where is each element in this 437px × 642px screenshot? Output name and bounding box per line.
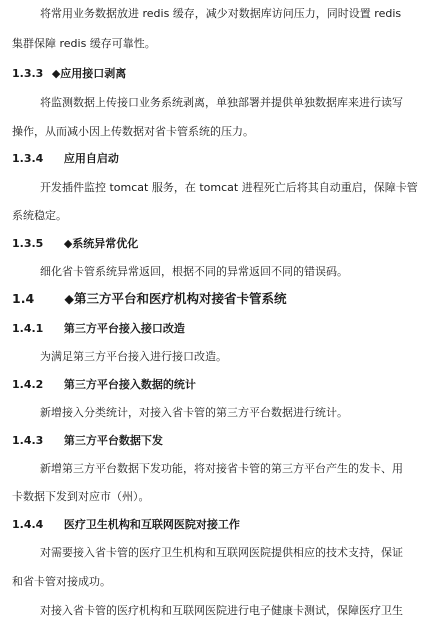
paragraph-line: 卡数据下发到对应市（州）。 — [12, 490, 150, 503]
section-title: ◆第三方平台和医疗机构对接省卡管系统 — [64, 291, 287, 306]
section-title: 第三方平台接入接口改造 — [63, 322, 185, 335]
section-number: 1.4.2 — [12, 378, 44, 391]
section-title: 应用自启动 — [63, 152, 119, 165]
section-heading-1-4-2 — [12, 378, 196, 392]
paragraph-line: 和省卡管对接成功。 — [12, 575, 111, 588]
paragraph-line: 新增第三方平台数据下发功能，将对接省卡管的第三方平台产生的发卡、用 — [40, 462, 403, 475]
section-title: 第三方平台接入数据的统计 — [63, 378, 196, 391]
section-number: 1.3.5 — [12, 237, 44, 250]
section-heading-1-4-1 — [12, 322, 185, 336]
section-heading-1-4-3 — [12, 434, 163, 448]
section-title: 第三方平台数据下发 — [63, 434, 163, 447]
paragraph-line: 为满足第三方平台接入进行接口改造。 — [40, 350, 227, 363]
paragraph-line: 对接入省卡管的医疗机构和互联网医院进行电子健康卡测试，保障医疗卫生 — [40, 604, 403, 617]
paragraph-line: 操作，从而减小因上传数据对省卡管系统的压力。 — [12, 125, 254, 138]
section-title: ◆应用接口剥离 — [51, 67, 127, 80]
paragraph-line: 将常用业务数据放进 redis 缓存，减少对数据库访问压力，同时设置 redis — [40, 7, 402, 20]
section-number: 1.4.3 — [12, 434, 44, 447]
section-heading-1-3-4 — [12, 152, 119, 166]
section-number: 1.3.3 — [12, 67, 44, 80]
section-title: ◆系统异常优化 — [63, 237, 139, 250]
paragraph-line: 开发插件监控 tomcat 服务，在 tomcat 进程死亡后将其自动重启，保障卡管 — [40, 181, 418, 194]
section-heading-1-4 — [12, 292, 286, 306]
section-heading-1-4-4 — [12, 518, 240, 532]
paragraph-line: 将监测数据上传接口业务系统剥离，单独部署并提供单独数据库来进行读写 — [40, 96, 403, 109]
section-number: 1.4 — [12, 291, 35, 306]
paragraph-line: 细化省卡管系统异常返回，根据不同的异常返回不同的错误码。 — [40, 265, 348, 278]
paragraph-line: 系统稳定。 — [12, 209, 67, 222]
section-heading-1-3-5 — [12, 237, 138, 251]
section-title: 医疗卫生机构和互联网医院对接工作 — [63, 518, 240, 531]
section-number: 1.4.4 — [12, 518, 44, 531]
paragraph-line: 对需要接入省卡管的医疗卫生机构和互联网医院提供相应的技术支持，保证 — [40, 546, 403, 559]
section-number: 1.3.4 — [12, 152, 44, 165]
paragraph-line: 新增接入分类统计，对接入省卡管的第三方平台数据进行统计。 — [40, 406, 348, 419]
section-number: 1.4.1 — [12, 322, 44, 335]
section-heading-1-3-3 — [12, 67, 126, 81]
paragraph-line: 集群保障 redis 缓存可靠性。 — [12, 37, 156, 50]
